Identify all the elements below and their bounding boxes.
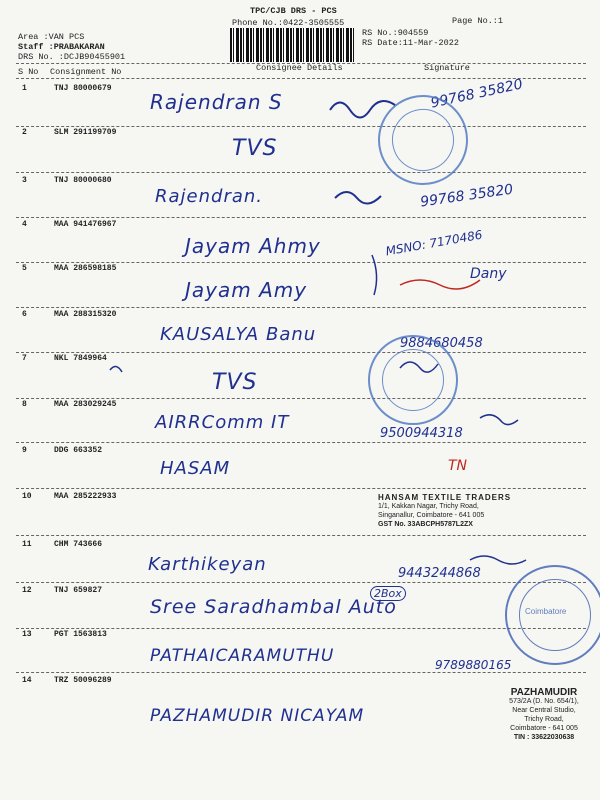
- row-consignment: NKL 7849964: [54, 354, 107, 363]
- phone-number: Phone No.:0422-3505555: [232, 18, 345, 28]
- hansam-name: HANSAM TEXTILE TRADERS: [378, 493, 512, 502]
- row-sno: 11: [22, 540, 32, 549]
- row-consignee: Jayam Amy: [185, 278, 308, 302]
- row-sno: 8: [22, 400, 27, 409]
- row-phone-note: 99768 35820: [429, 76, 525, 112]
- row-consignee: HASAM: [160, 458, 231, 479]
- col-consignee-details: Consignee Details: [256, 63, 343, 73]
- row-consignment: DDG 663352: [54, 446, 103, 455]
- row-consignee: Rajendran S: [150, 90, 283, 114]
- row-sno: 3: [22, 176, 27, 185]
- row-sno: 9: [22, 446, 27, 455]
- hansam-line1: 1/1, Kakkan Nagar, Trichy Road,: [378, 503, 479, 510]
- row-consignee: Sree Saradhambal Auto: [150, 596, 397, 618]
- row-sno: 14: [22, 676, 32, 685]
- pazhamudir-line2: Near Central Studio,: [512, 707, 576, 714]
- row-sno: 7: [22, 354, 27, 363]
- drs-number: DRS No. :DCJB90455901: [18, 52, 126, 62]
- row-note: TN: [448, 458, 468, 474]
- row-consignee: TVS: [232, 136, 278, 161]
- row-phone-note: 9443244868: [398, 566, 481, 581]
- row-consignee: Karthikeyan: [148, 554, 267, 575]
- hansam-line3: GST No. 33ABCPH5787L2ZX: [378, 521, 473, 528]
- pazhamudir-line5: TIN : 33622030638: [513, 734, 575, 741]
- row-consignment: MAA 285222933: [54, 492, 117, 501]
- row-phone-note: 9789880165: [435, 658, 512, 672]
- row-sno: 4: [22, 220, 27, 229]
- row-consignment: CHM 743666: [54, 540, 103, 549]
- row-consignment: TNJ 659827: [54, 586, 103, 595]
- row-consignee: KAUSALYA Banu: [160, 324, 317, 345]
- row-consignment: MAA 288315320: [54, 310, 117, 319]
- area-field: Area :VAN PCS: [18, 32, 85, 42]
- row-consignment: PGT 1563813: [54, 630, 107, 639]
- row-consignment: MAA 283029245: [54, 400, 117, 409]
- pazhamudir-line3: Trichy Road,: [524, 716, 564, 723]
- col-signature: Signature: [424, 63, 470, 73]
- row-sno: 12: [22, 586, 32, 595]
- pazhamudir-name: PAZHAMUDIR: [510, 687, 578, 698]
- row-consignment: TNJ 80000679: [54, 84, 112, 93]
- col-consignment-no: Consignment No: [50, 67, 122, 77]
- row-sno: 10: [22, 492, 32, 501]
- rs-number: RS No.:904559: [362, 28, 429, 38]
- row-consignment: TRZ 50096289: [54, 676, 112, 685]
- col-sno: S No: [18, 67, 39, 77]
- row-phone-note: 99768 35820: [419, 181, 515, 211]
- row-sno: 1: [22, 84, 27, 93]
- row-consignment: TNJ 80000680: [54, 176, 112, 185]
- staff-field: Staff :PRABAKARAN: [18, 42, 105, 52]
- row-sno: 5: [22, 264, 27, 273]
- row-ms-note: MSNO: 7170486: [384, 227, 484, 259]
- row-phone-note: 9884680458: [400, 336, 483, 351]
- pazhamudir-line1: 573/2A (D. No. 654/1),: [509, 698, 579, 705]
- row-consignment: MAA 941476967: [54, 220, 117, 229]
- row-sno: 2: [22, 128, 27, 137]
- row-consignment: SLM 291199709: [54, 128, 117, 137]
- page-number: Page No.:1: [452, 16, 504, 26]
- row-consignee: TVS: [212, 370, 258, 395]
- row-note: Dany: [470, 266, 507, 282]
- row-sno: 6: [22, 310, 27, 319]
- row-consignee: Rajendran.: [155, 186, 264, 207]
- saradhambal-city: Coimbatore: [525, 607, 567, 616]
- row-phone-note: 9500944318: [380, 426, 463, 441]
- row-consignment: MAA 286598185: [54, 264, 117, 273]
- row-box-note: 2Box: [370, 586, 406, 601]
- report-title: TPC/CJB DRS - PCS: [250, 6, 337, 16]
- row-consignee: AIRRComm IT: [155, 412, 290, 433]
- row-sno: 13: [22, 630, 32, 639]
- rs-date: RS Date:11-Mar-2022: [362, 38, 459, 48]
- hansam-line2: Singanallur, Coimbatore - 641 005: [378, 512, 485, 519]
- pazhamudir-line4: Coimbatore - 641 005: [510, 725, 578, 732]
- row-consignee: Jayam Ahmy: [185, 234, 321, 258]
- row-consignee: PAZHAMUDIR NICAYAM: [150, 706, 365, 726]
- row-consignee: PATHAICARAMUTHU: [150, 646, 335, 666]
